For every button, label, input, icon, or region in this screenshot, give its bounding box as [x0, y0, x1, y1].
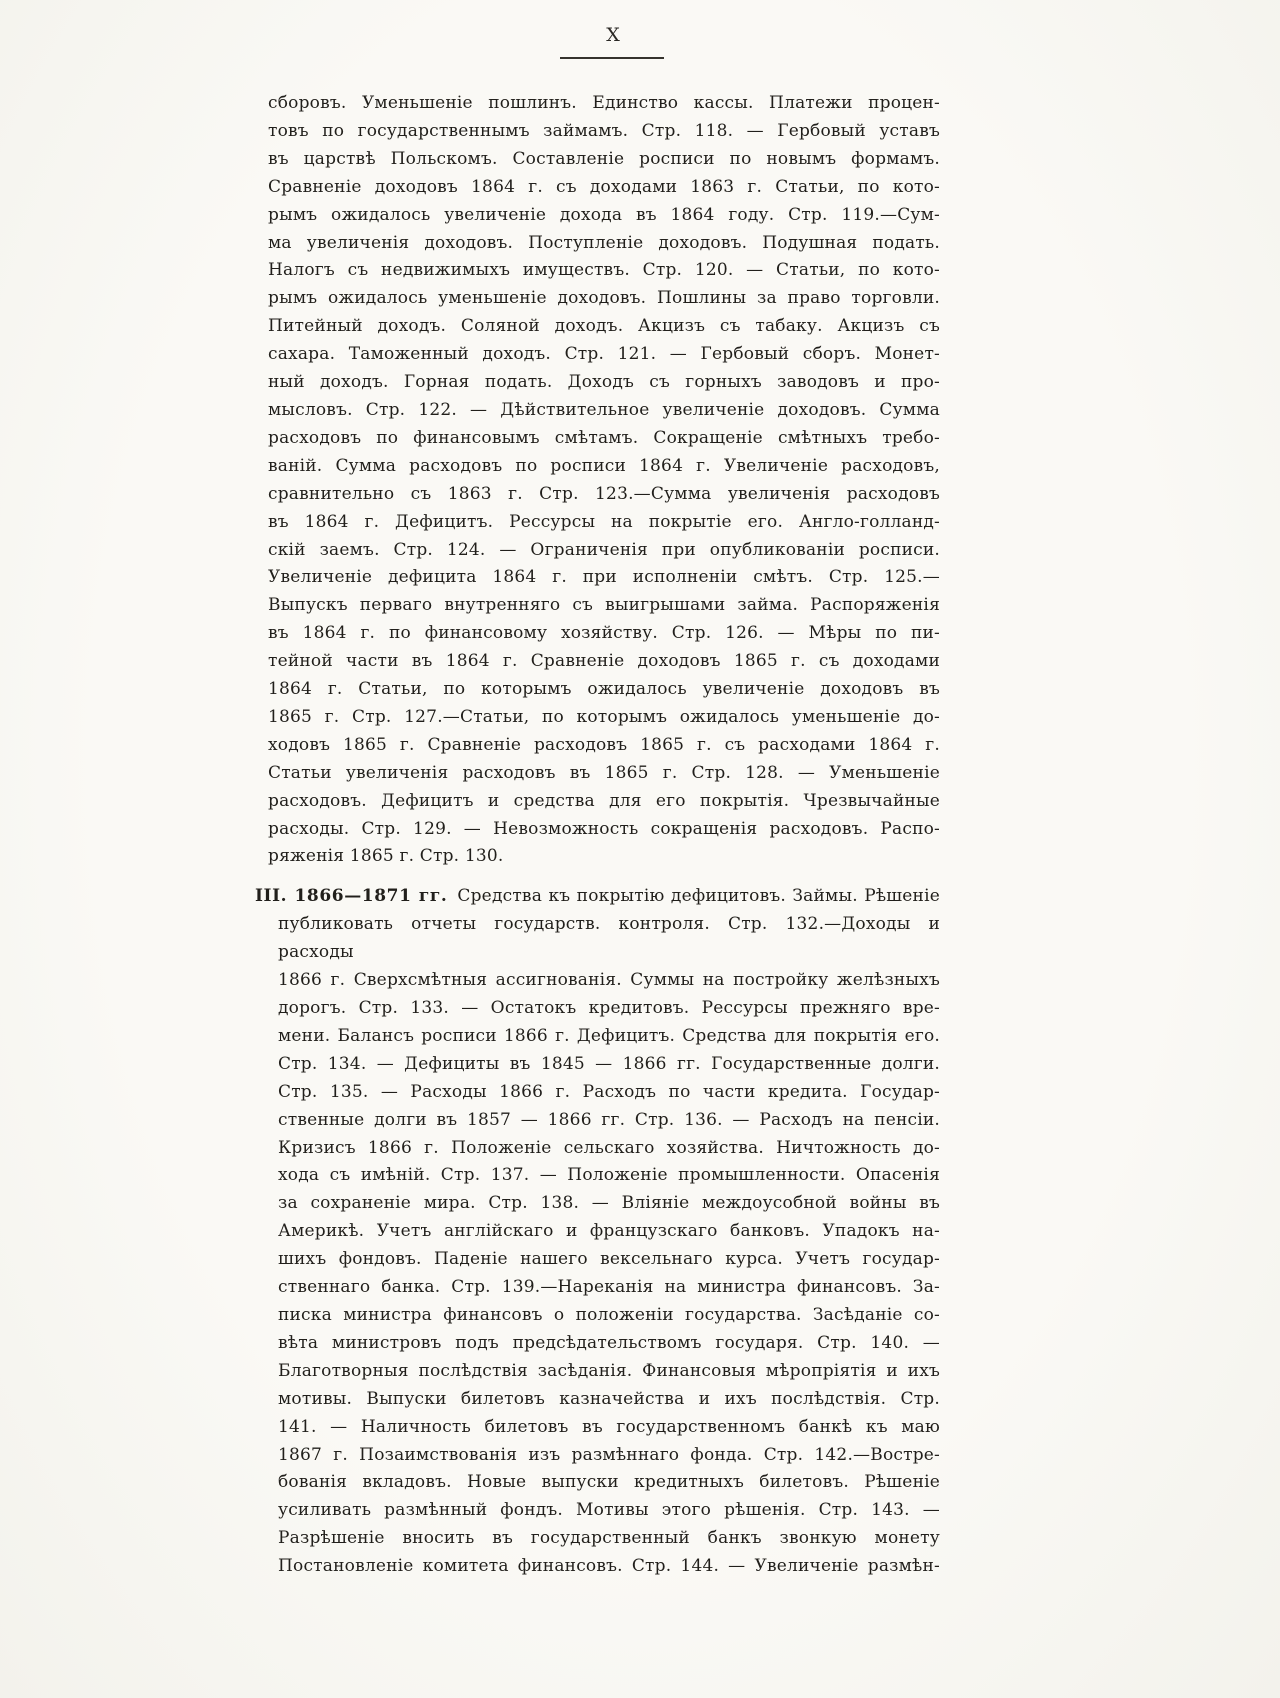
text-line: въ царствѣ Польскомъ. Составленіе росписи по новымъ формамъ. — [268, 148, 940, 169]
text-line: расходовъ по финансовымъ смѣтамъ. Сокращеніе смѣтныхъ требо- — [268, 427, 940, 448]
text-line: расходовъ. Дефицитъ и средства для его покрытія. Чрезвычайные — [268, 790, 940, 811]
text-line: рымъ ожидалось уменьшеніе доходовъ. Пошлины за право торговли. — [268, 288, 940, 309]
text-line: ственные долги въ 1857 — 1866 гг. Стр. 136. — Расходъ на пенсіи. — [278, 1109, 940, 1130]
text-line: Благотворныя послѣдствія засѣданія. Финансовыя мѣропріятія и ихъ — [278, 1360, 940, 1381]
text-line: Налогъ съ недвижимыхъ имуществъ. Стр. 120. — Статьи, по кото- — [268, 260, 940, 281]
text-line: скій заемъ. Стр. 124. — Ограниченія при опубликованіи росписи. — [268, 539, 940, 560]
text-line: ма увеличенія доходовъ. Поступленіе доходовъ. Подушная подать. — [268, 232, 940, 253]
text-line: бованія вкладовъ. Новые выпуски кредитныхъ билетовъ. Рѣшеніе — [278, 1472, 940, 1493]
text-line: ваній. Сумма расходовъ по росписи 1864 г. Увеличеніе расходовъ, — [268, 455, 940, 476]
text-line: 1867 г. Позаимствованія изъ размѣннаго фонда. Стр. 142.—Востре- — [278, 1444, 940, 1465]
text-line: мотивы. Выпуски билетовъ казначейства и ихъ послѣдствія. Стр. — [278, 1388, 940, 1409]
text-line: Кризисъ 1866 г. Положеніе сельскаго хозяйства. Ничтожность до- — [278, 1137, 940, 1158]
text-line: 141. — Наличность билетовъ въ государственномъ банкѣ къ маю — [278, 1416, 940, 1437]
text-line: шихъ фондовъ. Паденіе нашего вексельнаго курса. Учетъ государ- — [278, 1249, 940, 1270]
text-line: мени. Балансъ росписи 1866 г. Дефицитъ. Средства для покрытія его. — [278, 1025, 940, 1046]
text-line: тейной части въ 1864 г. Сравненіе доходовъ 1865 г. съ доходами — [268, 651, 940, 672]
toc-content — [255, 90, 940, 1581]
toc-entry-section-3 — [255, 883, 940, 1581]
text-line: сборовъ. Уменьшеніе пошлинъ. Единство кассы. Платежи процен- — [268, 93, 940, 113]
text-line: вѣта министровъ подъ предсѣдательствомъ государя. Стр. 140. — — [278, 1332, 940, 1353]
text-line: Питейный доходъ. Соляной доходъ. Акцизъ съ табаку. Акцизъ съ — [268, 316, 940, 337]
toc-section-3-heading-rest: Средства къ покрытію дефицитовъ. Займы. Рѣшеніе — [457, 886, 940, 907]
text-line: расходы. Стр. 129. — Невозможность сокращенія расходовъ. Распо- — [268, 818, 940, 839]
text-line: ственнаго банка. Стр. 139.—Нареканія на министра финансовъ. За- — [278, 1277, 940, 1298]
text-line: Увеличеніе дефицита 1864 г. при исполненіи смѣтъ. Стр. 125.— — [268, 567, 940, 588]
toc-section-3-heading: III. 1866—1871 гг. — [255, 886, 448, 907]
text-line: Постановленіе комитета финансовъ. Стр. 144. — Увеличеніе размѣн- — [278, 1556, 940, 1577]
text-line: писка министра финансовъ о положеніи государства. Засѣданіе со- — [278, 1304, 940, 1325]
text-line: Стр. 134. — Дефициты въ 1845 — 1866 гг. Государственные долги. — [278, 1053, 940, 1074]
text-line: Выпускъ перваго внутренняго съ выигрышами займа. Распоряженія — [268, 595, 940, 616]
text-line: усиливать размѣнный фондъ. Мотивы этого рѣшенія. Стр. 143. — — [278, 1500, 940, 1521]
text-line: Разрѣшеніе вносить въ государственный банкъ звонкую монету — [278, 1528, 940, 1549]
text-line: товъ по государственнымъ займамъ. Стр. 118. — Гербовый уставъ — [268, 120, 940, 141]
text-line: ряженія 1865 г. Стр. 130. — [268, 846, 504, 867]
text-line: дорогъ. Стр. 133. — Остатокъ кредитовъ. Рессурсы прежняго вре- — [278, 998, 940, 1018]
header-rule — [560, 57, 664, 59]
text-line: сахара. Таможенный доходъ. Стр. 121. — Гербовый сборъ. Монет- — [268, 344, 940, 365]
text-line: сравнительно съ 1863 г. Стр. 123.—Сумма увеличенія расходовъ — [268, 483, 940, 504]
text-line: Сравненіе доходовъ 1864 г. съ доходами 1863 г. Статьи, по кото- — [268, 176, 940, 197]
text-line: ходовъ 1865 г. Сравненіе расходовъ 1865 г. съ расходами 1864 г. — [268, 734, 940, 755]
text-line: хода съ имѣній. Стр. 137. — Положеніе промышленности. Опасенія — [278, 1165, 940, 1186]
toc-entry-continuation — [268, 90, 940, 871]
text-line: Стр. 135. — Расходы 1866 г. Расходъ по части кредита. Государ- — [278, 1081, 940, 1102]
text-line: въ 1864 г. Дефицитъ. Рессурсы на покрытіе его. Англо-голланд- — [268, 511, 940, 532]
text-line: ный доходъ. Горная подать. Доходъ съ горныхъ заводовъ и про- — [268, 372, 940, 393]
text-line: за сохраненіе мира. Стр. 138. — Вліяніе междоусобной войны въ — [278, 1193, 940, 1214]
text-line: 1864 г. Статьи, по которымъ ожидалось увеличеніе доходовъ въ — [268, 679, 940, 700]
text-line: 1866 г. Сверхсмѣтныя ассигнованія. Суммы на постройку желѣзныхъ — [278, 970, 940, 991]
page-number: X — [606, 24, 622, 46]
text-line: рымъ ожидалось увеличеніе дохода въ 1864 году. Стр. 119.—Сум- — [268, 204, 940, 225]
text-line: 1865 г. Стр. 127.—Статьи, по которымъ ожидалось уменьшеніе до- — [268, 706, 940, 727]
text-line: Статьи увеличенія расходовъ въ 1865 г. Стр. 128. — Уменьшеніе — [268, 762, 940, 783]
text-line: Америкѣ. Учетъ англійскаго и французскаго банковъ. Упадокъ на- — [278, 1221, 940, 1242]
text-line: мысловъ. Стр. 122. — Дѣйствительное увеличеніе доходовъ. Сумма — [268, 399, 940, 420]
toc-section-3-first-line — [255, 883, 940, 911]
text-line: публиковать отчеты государств. контроля. Стр. 132.—Доходы и расходы — [278, 914, 940, 963]
toc-section-3-lines — [278, 911, 940, 1581]
text-line: въ 1864 г. по финансовому хозяйству. Стр. 126. — Мѣры по пи- — [268, 623, 940, 644]
